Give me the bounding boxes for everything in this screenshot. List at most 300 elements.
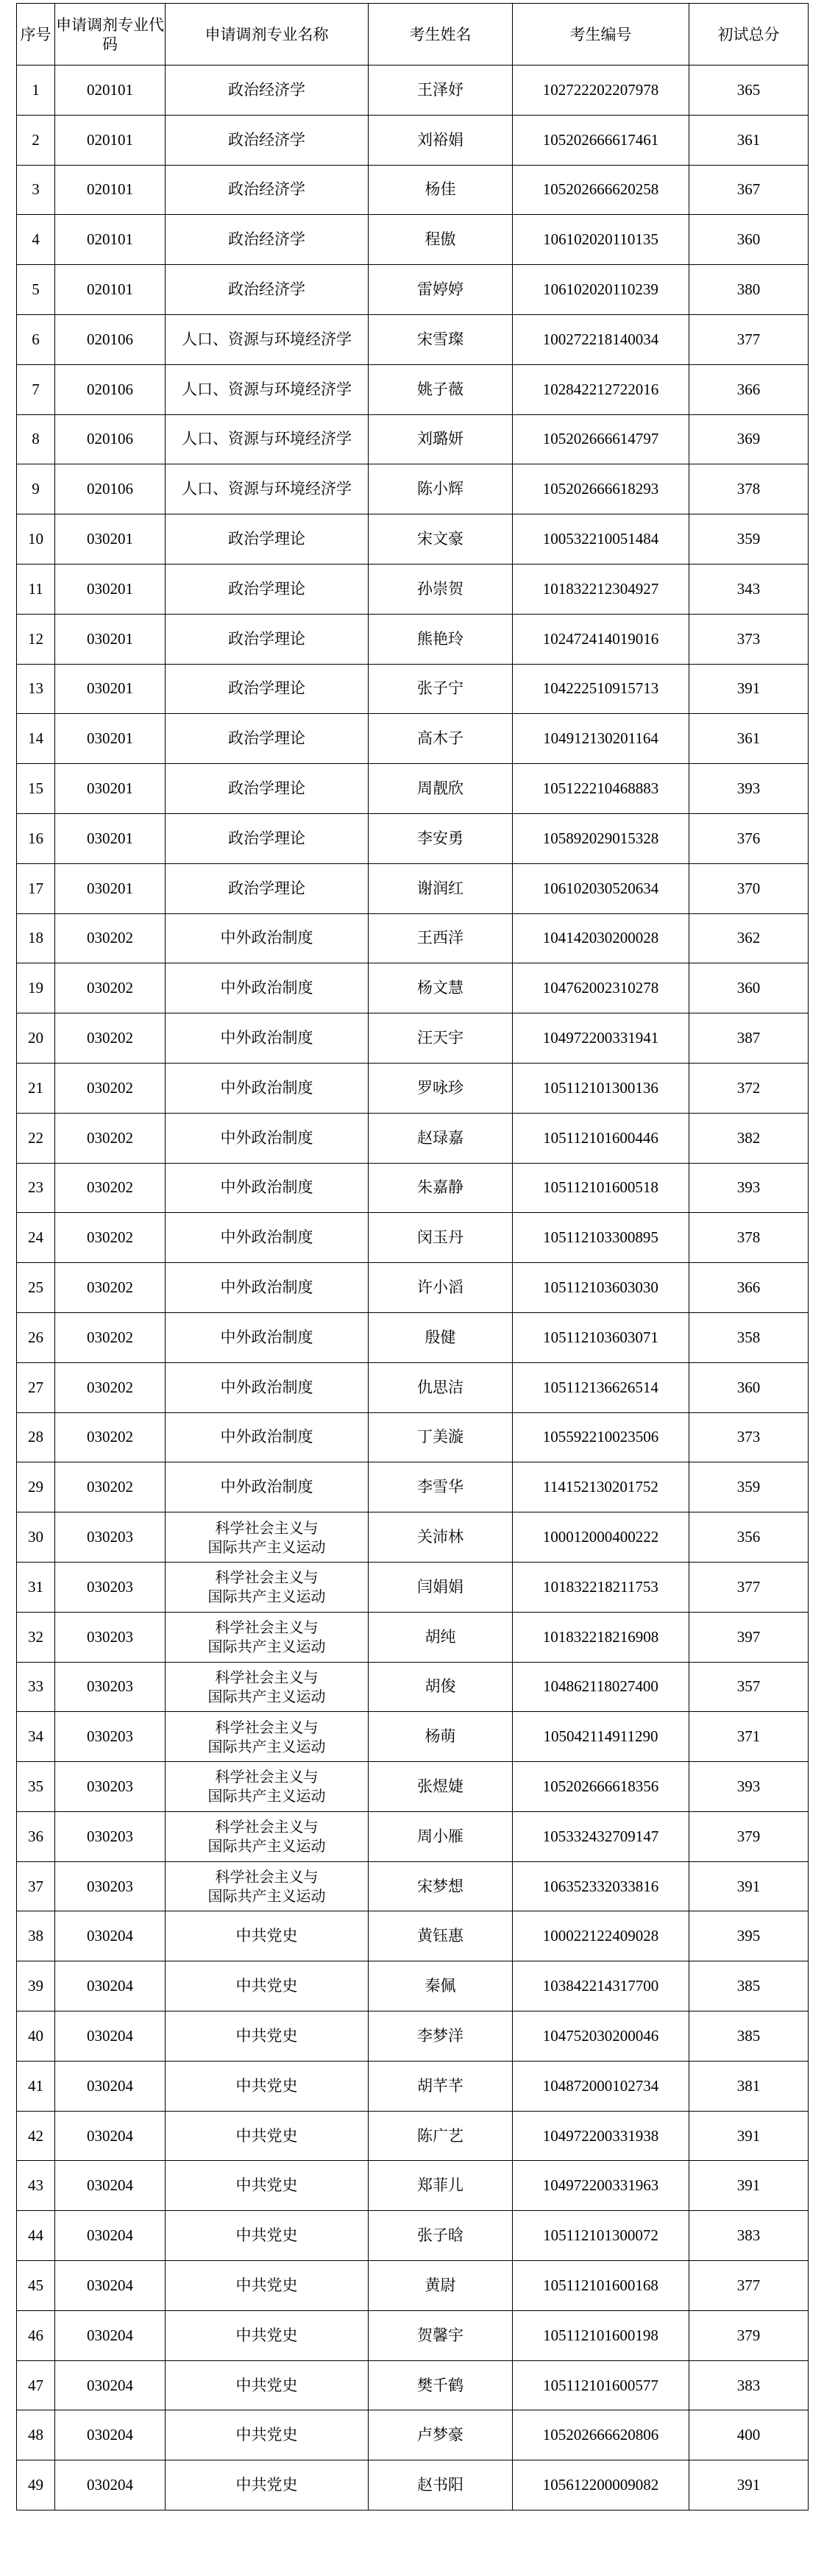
cell-candidate-name: 刘裕娟 [369, 115, 513, 165]
cell-candidate-id: 105332432709147 [513, 1811, 689, 1861]
header-total-score: 初试总分 [689, 4, 809, 66]
table-row [17, 1063, 809, 1113]
cell-total-score: 379 [689, 1811, 809, 1861]
cell-seq: 31 [17, 1562, 55, 1612]
cell-major-name: 中外政治制度 [166, 963, 369, 1013]
table-row [17, 913, 809, 963]
cell-total-score: 395 [689, 1911, 809, 1961]
cell-candidate-id: 101832218216908 [513, 1612, 689, 1662]
cell-candidate-name: 陈小辉 [369, 464, 513, 514]
cell-seq: 19 [17, 963, 55, 1013]
cell-major-name: 中共党史 [166, 2211, 369, 2261]
cell-major-name: 政治经济学 [166, 165, 369, 215]
cell-total-score: 370 [689, 863, 809, 913]
cell-seq: 11 [17, 564, 55, 614]
cell-total-score: 361 [689, 115, 809, 165]
adjustment-applicant-table [16, 3, 809, 2510]
cell-major-name: 科学社会主义与 国际共产主义运动 [166, 1762, 369, 1812]
cell-major-code: 030204 [55, 1961, 166, 2011]
cell-total-score: 380 [689, 265, 809, 315]
cell-major-name: 政治学理论 [166, 564, 369, 614]
cell-seq: 26 [17, 1312, 55, 1362]
table-row [17, 863, 809, 913]
cell-seq: 22 [17, 1113, 55, 1163]
cell-total-score: 393 [689, 1762, 809, 1812]
cell-candidate-id: 102842212722016 [513, 364, 689, 414]
cell-candidate-id: 106102030520634 [513, 863, 689, 913]
cell-total-score: 361 [689, 714, 809, 764]
cell-total-score: 360 [689, 1362, 809, 1412]
cell-major-code: 030204 [55, 2360, 166, 2410]
cell-major-name: 中共党史 [166, 2460, 369, 2510]
cell-candidate-name: 许小滔 [369, 1263, 513, 1313]
cell-candidate-name: 赵书阳 [369, 2460, 513, 2510]
cell-candidate-name: 王泽妤 [369, 66, 513, 116]
cell-candidate-name: 樊千鹤 [369, 2360, 513, 2410]
cell-major-code: 030203 [55, 1662, 166, 1712]
cell-major-code: 030201 [55, 664, 166, 714]
cell-major-code: 020101 [55, 115, 166, 165]
cell-major-code: 020106 [55, 414, 166, 464]
cell-major-name: 中外政治制度 [166, 1462, 369, 1512]
cell-candidate-name: 秦佩 [369, 1961, 513, 2011]
cell-total-score: 391 [689, 2460, 809, 2510]
table-row [17, 2211, 809, 2261]
cell-candidate-id: 105112101600518 [513, 1163, 689, 1213]
cell-total-score: 373 [689, 1412, 809, 1462]
cell-candidate-name: 高木子 [369, 714, 513, 764]
cell-seq: 24 [17, 1213, 55, 1263]
table-row [17, 514, 809, 565]
cell-major-name: 人口、资源与环境经济学 [166, 314, 369, 364]
cell-candidate-id: 114152130201752 [513, 1462, 689, 1512]
cell-major-code: 030204 [55, 2161, 166, 2211]
cell-seq: 20 [17, 1013, 55, 1064]
cell-seq: 21 [17, 1063, 55, 1113]
cell-total-score: 385 [689, 2011, 809, 2062]
header-candidate-name: 考生姓名 [369, 4, 513, 66]
table-row [17, 414, 809, 464]
cell-candidate-id: 105112101600577 [513, 2360, 689, 2410]
cell-seq: 38 [17, 1911, 55, 1961]
cell-major-name: 政治学理论 [166, 614, 369, 664]
table-row [17, 1263, 809, 1313]
cell-total-score: 383 [689, 2360, 809, 2410]
cell-major-code: 030204 [55, 2460, 166, 2510]
cell-candidate-id: 105042114911290 [513, 1712, 689, 1762]
cell-candidate-name: 郑菲儿 [369, 2161, 513, 2211]
cell-candidate-id: 105112101600168 [513, 2261, 689, 2311]
cell-seq: 29 [17, 1462, 55, 1512]
cell-total-score: 391 [689, 2161, 809, 2211]
cell-candidate-id: 104972200331963 [513, 2161, 689, 2211]
table-row [17, 2460, 809, 2510]
cell-major-code: 030204 [55, 2011, 166, 2062]
cell-major-code: 020101 [55, 215, 166, 265]
cell-candidate-name: 姚子薇 [369, 364, 513, 414]
cell-total-score: 359 [689, 514, 809, 565]
header-seq: 序号 [17, 4, 55, 66]
cell-major-name: 中共党史 [166, 1911, 369, 1961]
cell-major-code: 030204 [55, 2211, 166, 2261]
cell-major-name: 科学社会主义与 国际共产主义运动 [166, 1612, 369, 1662]
cell-total-score: 343 [689, 564, 809, 614]
cell-major-code: 030202 [55, 1263, 166, 1313]
cell-major-code: 030204 [55, 2410, 166, 2460]
cell-total-score: 372 [689, 1063, 809, 1113]
cell-seq: 8 [17, 414, 55, 464]
cell-major-name: 科学社会主义与 国际共产主义运动 [166, 1811, 369, 1861]
cell-seq: 48 [17, 2410, 55, 2460]
cell-major-name: 人口、资源与环境经济学 [166, 364, 369, 414]
cell-major-code: 030202 [55, 913, 166, 963]
cell-candidate-name: 程傲 [369, 215, 513, 265]
cell-seq: 16 [17, 813, 55, 863]
cell-candidate-name: 杨文慧 [369, 963, 513, 1013]
cell-total-score: 387 [689, 1013, 809, 1064]
cell-seq: 37 [17, 1861, 55, 1911]
cell-major-name: 中共党史 [166, 2310, 369, 2360]
table-row [17, 66, 809, 116]
cell-seq: 3 [17, 165, 55, 215]
cell-total-score: 359 [689, 1462, 809, 1512]
cell-candidate-id: 105612200009082 [513, 2460, 689, 2510]
table-row [17, 1911, 809, 1961]
cell-candidate-name: 闵玉丹 [369, 1213, 513, 1263]
cell-major-code: 030201 [55, 514, 166, 565]
cell-seq: 6 [17, 314, 55, 364]
cell-total-score: 366 [689, 1263, 809, 1313]
cell-major-code: 030201 [55, 614, 166, 664]
cell-seq: 14 [17, 714, 55, 764]
table-row [17, 764, 809, 814]
cell-candidate-name: 胡纯 [369, 1612, 513, 1662]
cell-candidate-name: 胡芊芊 [369, 2061, 513, 2111]
cell-candidate-id: 105112136626514 [513, 1362, 689, 1412]
cell-major-code: 030202 [55, 1312, 166, 1362]
cell-major-name: 政治经济学 [166, 115, 369, 165]
cell-candidate-id: 106102020110239 [513, 265, 689, 315]
cell-seq: 2 [17, 115, 55, 165]
table-row [17, 1612, 809, 1662]
cell-seq: 30 [17, 1512, 55, 1563]
cell-major-code: 030203 [55, 1861, 166, 1911]
table-row [17, 1762, 809, 1812]
cell-candidate-name: 贺馨宇 [369, 2310, 513, 2360]
cell-total-score: 367 [689, 165, 809, 215]
cell-total-score: 393 [689, 764, 809, 814]
cell-candidate-id: 104762002310278 [513, 963, 689, 1013]
cell-major-name: 中共党史 [166, 2011, 369, 2062]
cell-candidate-name: 熊艳玲 [369, 614, 513, 664]
table-row [17, 564, 809, 614]
cell-seq: 40 [17, 2011, 55, 2062]
cell-total-score: 385 [689, 1961, 809, 2011]
cell-seq: 41 [17, 2061, 55, 2111]
table-row [17, 1312, 809, 1362]
cell-major-name: 人口、资源与环境经济学 [166, 464, 369, 514]
cell-candidate-id: 100012000400222 [513, 1512, 689, 1563]
cell-candidate-id: 105112103300895 [513, 1213, 689, 1263]
cell-seq: 43 [17, 2161, 55, 2211]
cell-total-score: 383 [689, 2211, 809, 2261]
cell-major-name: 中外政治制度 [166, 913, 369, 963]
cell-candidate-id: 103842214317700 [513, 1961, 689, 2011]
cell-total-score: 379 [689, 2310, 809, 2360]
cell-seq: 17 [17, 863, 55, 913]
cell-major-name: 中外政治制度 [166, 1412, 369, 1462]
table-row [17, 2061, 809, 2111]
cell-major-code: 030202 [55, 963, 166, 1013]
cell-major-code: 030202 [55, 1013, 166, 1064]
cell-major-name: 政治经济学 [166, 215, 369, 265]
table-row [17, 314, 809, 364]
cell-candidate-name: 谢润红 [369, 863, 513, 913]
cell-candidate-id: 104142030200028 [513, 913, 689, 963]
cell-candidate-name: 刘璐妍 [369, 414, 513, 464]
cell-candidate-name: 丁美漩 [369, 1412, 513, 1462]
cell-candidate-id: 105202666620806 [513, 2410, 689, 2460]
cell-candidate-name: 胡俊 [369, 1662, 513, 1712]
cell-candidate-id: 105112101300072 [513, 2211, 689, 2261]
table-row [17, 1462, 809, 1512]
cell-total-score: 382 [689, 1113, 809, 1163]
cell-seq: 45 [17, 2261, 55, 2311]
cell-seq: 5 [17, 265, 55, 315]
cell-candidate-name: 黄钰惠 [369, 1911, 513, 1961]
cell-major-name: 中共党史 [166, 1961, 369, 2011]
cell-major-code: 030203 [55, 1712, 166, 1762]
cell-seq: 23 [17, 1163, 55, 1213]
cell-candidate-name: 陈广艺 [369, 2111, 513, 2161]
cell-seq: 13 [17, 664, 55, 714]
cell-candidate-name: 杨萌 [369, 1712, 513, 1762]
cell-candidate-id: 100272218140034 [513, 314, 689, 364]
cell-major-name: 政治经济学 [166, 66, 369, 116]
cell-candidate-id: 105202666617461 [513, 115, 689, 165]
cell-major-code: 030204 [55, 2310, 166, 2360]
cell-candidate-id: 105202666614797 [513, 414, 689, 464]
cell-total-score: 391 [689, 2111, 809, 2161]
cell-major-code: 030202 [55, 1362, 166, 1412]
cell-seq: 33 [17, 1662, 55, 1712]
table-row [17, 2310, 809, 2360]
cell-seq: 28 [17, 1412, 55, 1462]
table-row [17, 1412, 809, 1462]
table-row [17, 1562, 809, 1612]
cell-major-code: 020101 [55, 165, 166, 215]
cell-candidate-id: 101832218211753 [513, 1562, 689, 1612]
cell-total-score: 381 [689, 2061, 809, 2111]
cell-candidate-id: 100532210051484 [513, 514, 689, 565]
cell-candidate-id: 104752030200046 [513, 2011, 689, 2062]
cell-major-code: 030204 [55, 2261, 166, 2311]
cell-major-code: 030204 [55, 2061, 166, 2111]
cell-candidate-name: 朱嘉静 [369, 1163, 513, 1213]
cell-seq: 10 [17, 514, 55, 565]
cell-candidate-id: 105892029015328 [513, 813, 689, 863]
cell-total-score: 378 [689, 464, 809, 514]
cell-candidate-id: 105202666618293 [513, 464, 689, 514]
cell-candidate-id: 104972200331941 [513, 1013, 689, 1064]
cell-candidate-id: 105202666618356 [513, 1762, 689, 1812]
cell-candidate-name: 赵琭嘉 [369, 1113, 513, 1163]
cell-major-name: 中共党史 [166, 2061, 369, 2111]
cell-major-name: 科学社会主义与 国际共产主义运动 [166, 1712, 369, 1762]
cell-major-name: 中共党史 [166, 2161, 369, 2211]
cell-candidate-id: 104862118027400 [513, 1662, 689, 1712]
cell-major-name: 政治学理论 [166, 813, 369, 863]
cell-major-code: 030203 [55, 1562, 166, 1612]
cell-seq: 35 [17, 1762, 55, 1812]
cell-candidate-id: 102472414019016 [513, 614, 689, 664]
cell-major-name: 中外政治制度 [166, 1263, 369, 1313]
table-row [17, 364, 809, 414]
table-row [17, 2111, 809, 2161]
cell-major-code: 030204 [55, 1911, 166, 1961]
table-row [17, 1013, 809, 1064]
cell-candidate-name: 周靓欣 [369, 764, 513, 814]
cell-candidate-name: 张子晗 [369, 2211, 513, 2261]
cell-major-name: 科学社会主义与 国际共产主义运动 [166, 1662, 369, 1712]
cell-seq: 18 [17, 913, 55, 963]
table-row [17, 1163, 809, 1213]
table-row [17, 1712, 809, 1762]
cell-major-name: 政治学理论 [166, 714, 369, 764]
cell-candidate-name: 宋梦想 [369, 1861, 513, 1911]
cell-total-score: 391 [689, 664, 809, 714]
cell-major-code: 020106 [55, 364, 166, 414]
cell-seq: 44 [17, 2211, 55, 2261]
cell-candidate-id: 104872000102734 [513, 2061, 689, 2111]
cell-seq: 49 [17, 2460, 55, 2510]
table-row [17, 1113, 809, 1163]
cell-candidate-id: 105112103603030 [513, 1263, 689, 1313]
cell-major-code: 030202 [55, 1412, 166, 1462]
cell-total-score: 391 [689, 1861, 809, 1911]
cell-total-score: 366 [689, 364, 809, 414]
cell-candidate-name: 关沛林 [369, 1512, 513, 1563]
cell-major-code: 030201 [55, 564, 166, 614]
cell-total-score: 377 [689, 2261, 809, 2311]
table-row [17, 1811, 809, 1861]
cell-candidate-name: 张煜婕 [369, 1762, 513, 1812]
cell-candidate-id: 100022122409028 [513, 1911, 689, 1961]
cell-candidate-name: 宋雪璨 [369, 314, 513, 364]
cell-candidate-id: 105202666620258 [513, 165, 689, 215]
cell-seq: 27 [17, 1362, 55, 1412]
cell-major-name: 科学社会主义与 国际共产主义运动 [166, 1562, 369, 1612]
cell-candidate-id: 105112101300136 [513, 1063, 689, 1113]
table-row [17, 1362, 809, 1412]
header-candidate-id: 考生编号 [513, 4, 689, 66]
cell-seq: 7 [17, 364, 55, 414]
cell-candidate-id: 105112101600446 [513, 1113, 689, 1163]
cell-total-score: 400 [689, 2410, 809, 2460]
cell-candidate-name: 周小雁 [369, 1811, 513, 1861]
cell-major-name: 科学社会主义与 国际共产主义运动 [166, 1861, 369, 1911]
table-row [17, 464, 809, 514]
document-page [16, 3, 808, 2564]
cell-total-score: 360 [689, 963, 809, 1013]
cell-seq: 32 [17, 1612, 55, 1662]
cell-candidate-id: 101832212304927 [513, 564, 689, 614]
cell-major-name: 政治经济学 [166, 265, 369, 315]
cell-major-code: 020101 [55, 66, 166, 116]
cell-major-code: 020101 [55, 265, 166, 315]
cell-candidate-id: 105112103603071 [513, 1312, 689, 1362]
cell-major-name: 中外政治制度 [166, 1113, 369, 1163]
cell-major-code: 030201 [55, 813, 166, 863]
cell-candidate-id: 106102020110135 [513, 215, 689, 265]
cell-candidate-id: 105112101600198 [513, 2310, 689, 2360]
cell-seq: 9 [17, 464, 55, 514]
cell-major-name: 政治学理论 [166, 664, 369, 714]
table-row [17, 963, 809, 1013]
cell-major-name: 中共党史 [166, 2261, 369, 2311]
cell-candidate-name: 殷健 [369, 1312, 513, 1362]
table-row [17, 165, 809, 215]
cell-seq: 39 [17, 1961, 55, 2011]
cell-major-name: 政治学理论 [166, 764, 369, 814]
table-row [17, 1861, 809, 1911]
cell-candidate-name: 宋文豪 [369, 514, 513, 565]
header-major-code: 申请调剂专业代码 [55, 4, 166, 66]
cell-seq: 42 [17, 2111, 55, 2161]
table-row [17, 115, 809, 165]
cell-total-score: 365 [689, 66, 809, 116]
cell-seq: 47 [17, 2360, 55, 2410]
cell-candidate-name: 卢梦豪 [369, 2410, 513, 2460]
cell-candidate-id: 105122210468883 [513, 764, 689, 814]
cell-total-score: 397 [689, 1612, 809, 1662]
table-row [17, 215, 809, 265]
cell-total-score: 369 [689, 414, 809, 464]
cell-candidate-id: 105592210023506 [513, 1412, 689, 1462]
table-row [17, 714, 809, 764]
table-row [17, 664, 809, 714]
cell-major-name: 中外政治制度 [166, 1013, 369, 1064]
cell-major-code: 030203 [55, 1612, 166, 1662]
table-row [17, 2161, 809, 2211]
cell-major-code: 030202 [55, 1163, 166, 1213]
cell-total-score: 356 [689, 1512, 809, 1563]
cell-major-name: 中共党史 [166, 2360, 369, 2410]
cell-seq: 12 [17, 614, 55, 664]
cell-major-name: 科学社会主义与 国际共产主义运动 [166, 1512, 369, 1563]
cell-seq: 1 [17, 66, 55, 116]
cell-major-code: 030202 [55, 1462, 166, 1512]
cell-candidate-name: 王西洋 [369, 913, 513, 963]
cell-total-score: 377 [689, 314, 809, 364]
table-row [17, 2410, 809, 2460]
cell-major-code: 030201 [55, 764, 166, 814]
table-row [17, 2011, 809, 2062]
cell-major-name: 政治学理论 [166, 863, 369, 913]
cell-candidate-name: 罗咏珍 [369, 1063, 513, 1113]
cell-candidate-id: 104912130201164 [513, 714, 689, 764]
cell-major-name: 中共党史 [166, 2111, 369, 2161]
header-major-name: 申请调剂专业名称 [166, 4, 369, 66]
table-row [17, 2261, 809, 2311]
cell-major-name: 中共党史 [166, 2410, 369, 2460]
cell-total-score: 362 [689, 913, 809, 963]
table-row [17, 1961, 809, 2011]
cell-total-score: 378 [689, 1213, 809, 1263]
cell-candidate-id: 106352332033816 [513, 1861, 689, 1911]
cell-candidate-name: 孙崇贺 [369, 564, 513, 614]
cell-major-code: 020106 [55, 314, 166, 364]
